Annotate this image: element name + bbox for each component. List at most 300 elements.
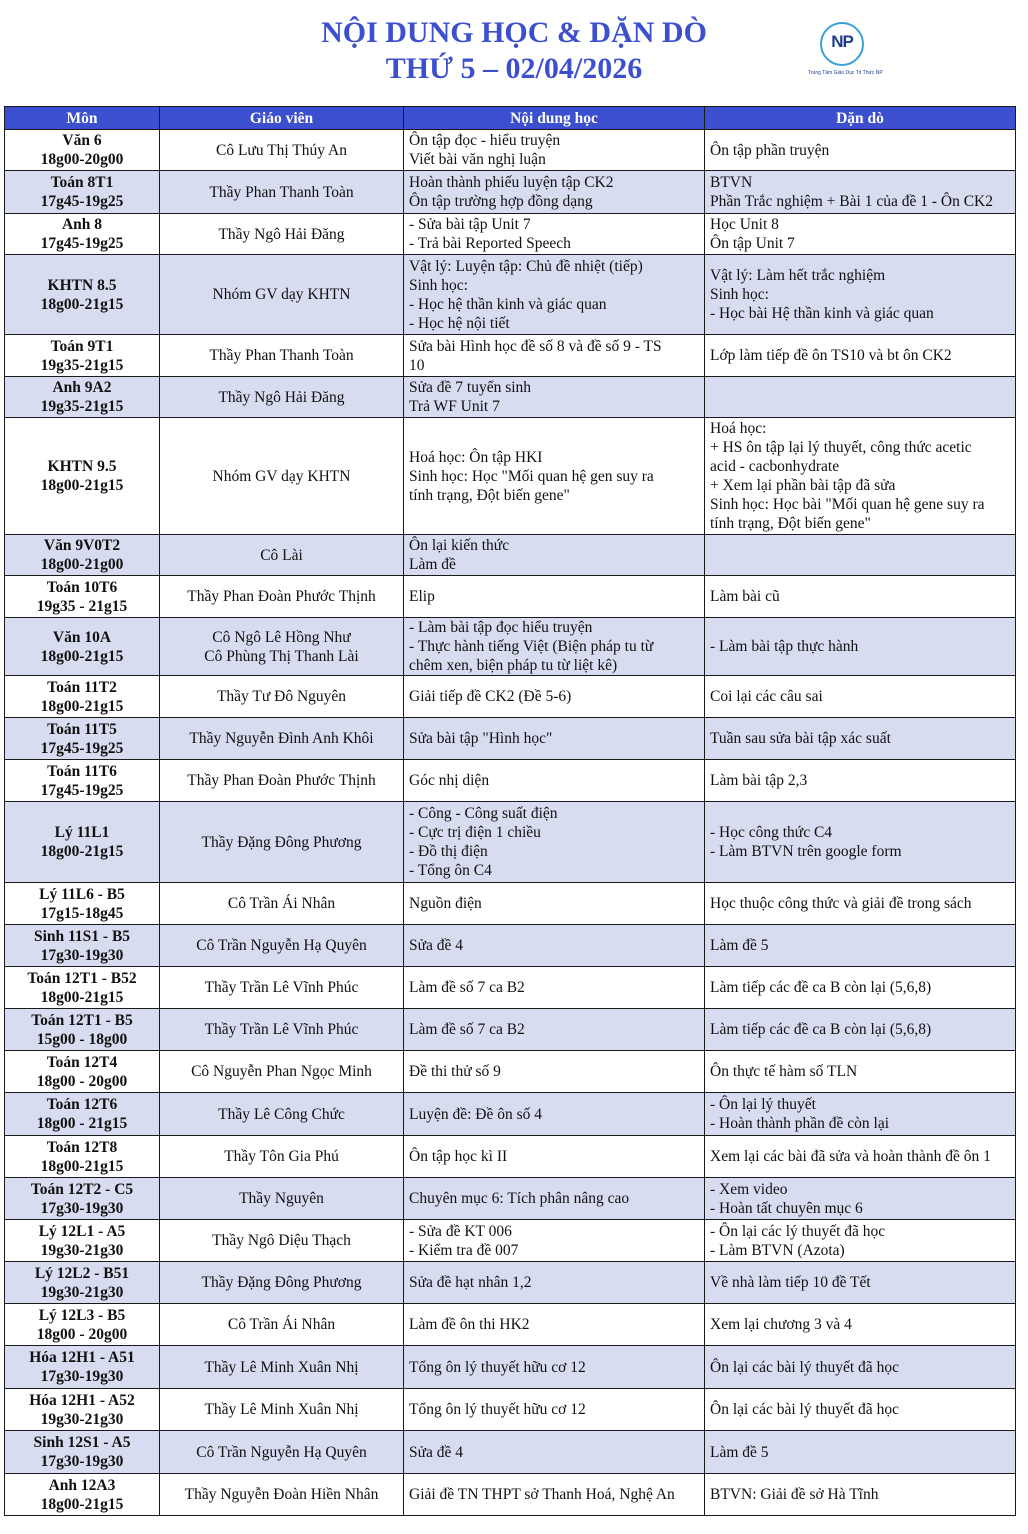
table-row xyxy=(5,1220,1016,1262)
content-cell-line: Ôn lại kiến thức xyxy=(409,537,510,554)
teacher-cell xyxy=(160,418,404,535)
content-cell xyxy=(404,130,705,171)
content-cell xyxy=(404,171,705,214)
table-row xyxy=(5,1346,1016,1389)
homework-cell xyxy=(705,883,1016,925)
teacher-cell-line: Thầy Ngô Hải Đăng xyxy=(218,388,345,406)
subject-cell-line: 18g00 - 21g15 xyxy=(36,1115,128,1132)
homework-cell xyxy=(705,967,1016,1009)
content-cell xyxy=(404,335,705,377)
content-cell xyxy=(404,1304,705,1346)
subject-cell xyxy=(5,1136,160,1178)
teacher-cell xyxy=(160,618,404,676)
subject-cell-line: Hóa 12H1 - A52 xyxy=(29,1391,135,1409)
table-row xyxy=(5,1051,1016,1093)
teacher-cell xyxy=(160,967,404,1009)
teacher-cell xyxy=(160,130,404,171)
teacher-cell-line: Thầy Phan Thanh Toàn xyxy=(209,347,354,364)
center-logo xyxy=(808,22,883,82)
content-cell-line: Giải đề TN THPT sở Thanh Hoá, Nghệ An xyxy=(409,1486,675,1503)
content-cell-line: Nguồn điện xyxy=(409,895,482,912)
subject-cell-line: 19g30-21g30 xyxy=(40,1283,124,1301)
subject-cell-line: 18g00-20g00 xyxy=(40,151,124,168)
teacher-cell-line: Thầy Lê Công Chức xyxy=(218,1105,345,1123)
homework-cell xyxy=(705,1051,1016,1093)
teacher-cell xyxy=(160,1431,404,1474)
homework-cell-line: Vật lý: Làm hết trắc nghiệm xyxy=(710,267,886,284)
subject-cell-line: Toán 12T8 xyxy=(46,1138,118,1156)
homework-cell-line: - Hoàn thành phần đề còn lại xyxy=(710,1115,890,1132)
teacher-cell-line: Thầy Lê Minh Xuân Nhị xyxy=(204,1358,359,1376)
subject-cell-line: Toán 12T1 - B5 xyxy=(31,1011,133,1029)
subject-cell xyxy=(5,925,160,967)
homework-cell-line: Làm tiếp các đề ca B còn lại (5,6,8) xyxy=(710,979,932,996)
page-title: NỘI DUNG HỌC & DẶN DÒ xyxy=(321,16,707,49)
teacher-cell-line: Cô Phùng Thị Thanh Lài xyxy=(204,647,359,665)
content-cell-line: Làm đề số 7 ca B2 xyxy=(409,1021,525,1038)
subject-cell-line: 19g35-21g15 xyxy=(40,356,124,374)
subject-cell xyxy=(5,1346,160,1389)
teacher-cell-line: Cô Lưu Thị Thúy An xyxy=(216,141,347,159)
homework-cell xyxy=(705,214,1016,255)
teacher-cell-line: Thầy Trần Lê Vĩnh Phúc xyxy=(204,979,359,996)
subject-cell-line: 17g30-19g30 xyxy=(40,1453,124,1470)
homework-cell-line: - Ôn lại các lý thuyết đã học xyxy=(710,1222,886,1240)
subject-cell-line: 17g15-18g45 xyxy=(40,904,124,922)
subject-cell-line: 17g45-19g25 xyxy=(40,235,124,252)
subject-cell-line: 18g00-21g15 xyxy=(40,1157,124,1175)
teacher-cell xyxy=(160,1304,404,1346)
homework-cell-line: - Xem video xyxy=(710,1180,788,1198)
homework-cell-line: - Làm bài tập thực hành xyxy=(710,638,859,655)
homework-cell-line: tính trạng, Đột biến gene" xyxy=(710,515,871,532)
subject-cell-line: Toán 8T1 xyxy=(50,174,114,191)
content-cell-line: Vật lý: Luyện tập: Chủ đề nhiệt (tiếp) xyxy=(409,257,643,275)
teacher-cell-line: Nhóm GV dạy KHTN xyxy=(212,286,351,303)
table-row xyxy=(5,1093,1016,1136)
table-row xyxy=(5,214,1016,255)
subject-cell-line: 18g00-21g15 xyxy=(40,988,124,1006)
table-row xyxy=(5,718,1016,760)
homework-cell-line: - Hoàn tất chuyên mục 6 xyxy=(710,1199,863,1217)
table-row xyxy=(5,377,1016,418)
subject-cell-line: Sinh 12S1 - A5 xyxy=(33,1434,131,1451)
table-row xyxy=(5,255,1016,335)
teacher-cell-line: Thầy Nguyên xyxy=(239,1190,324,1207)
homework-cell xyxy=(705,1346,1016,1389)
subject-cell-line: Toán 9T1 xyxy=(50,337,114,355)
subject-cell-line: 17g45-19g25 xyxy=(40,739,124,757)
subject-cell xyxy=(5,130,160,171)
teacher-cell xyxy=(160,1262,404,1304)
content-cell-line: Trả WF Unit 7 xyxy=(409,398,500,415)
content-cell xyxy=(404,1389,705,1431)
homework-cell xyxy=(705,1431,1016,1474)
content-cell-line: tính trạng, Đột biến gene" xyxy=(409,486,570,504)
subject-cell-line: 18g00-21g15 xyxy=(40,843,124,860)
subject-cell-line: 17g30-19g30 xyxy=(40,1199,124,1217)
content-cell xyxy=(404,418,705,535)
subject-cell xyxy=(5,214,160,255)
content-cell xyxy=(404,883,705,925)
teacher-cell-line: Thầy Ngô Hải Đăng xyxy=(218,225,345,243)
content-cell xyxy=(404,1220,705,1262)
table-row xyxy=(5,576,1016,618)
content-cell xyxy=(404,1009,705,1051)
subject-cell-line: Anh 12A3 xyxy=(48,1476,116,1494)
subject-cell xyxy=(5,1220,160,1262)
subject-cell xyxy=(5,967,160,1009)
homework-cell-line: BTVN: Giải đề sở Hà Tĩnh xyxy=(710,1486,879,1503)
content-cell-line: Sửa bài tập "Hình học" xyxy=(409,730,553,747)
subject-cell-line: KHTN 8.5 xyxy=(47,276,117,294)
content-cell xyxy=(404,1346,705,1389)
teacher-cell-line: Thầy Tư Đô Nguyên xyxy=(216,688,347,705)
homework-cell xyxy=(705,760,1016,802)
subject-cell-line: 19g35 - 21g15 xyxy=(36,597,128,615)
homework-cell-line: - Làm BTVN (Azota) xyxy=(710,1241,845,1259)
table-row xyxy=(5,802,1016,883)
content-cell xyxy=(404,214,705,255)
column-header-dan-do: Dặn dò xyxy=(705,107,1016,130)
table-row xyxy=(5,1136,1016,1178)
content-cell-line: Sinh học: Học "Mối quan hệ gen suy ra xyxy=(409,467,654,485)
content-cell xyxy=(404,802,705,883)
content-cell-line: Góc nhị diện xyxy=(409,772,490,789)
homework-cell xyxy=(705,535,1016,576)
subject-cell-line: 18g00-21g15 xyxy=(40,1495,124,1513)
teacher-cell-line: Thầy Trần Lê Vĩnh Phúc xyxy=(204,1021,359,1038)
teacher-cell-line: Thầy Phan Đoàn Phước Thịnh xyxy=(187,588,376,605)
table-header-row xyxy=(5,107,1016,130)
homework-cell xyxy=(705,1178,1016,1220)
table-row xyxy=(5,1178,1016,1220)
subject-cell xyxy=(5,171,160,214)
homework-cell-line: - Ôn lại lý thuyết xyxy=(710,1096,816,1113)
homework-cell-line: Ôn tập phần truyện xyxy=(710,141,830,159)
homework-cell-line: Tuần sau sửa bài tập xác suất xyxy=(710,730,891,747)
subject-cell-line: 17g45-19g25 xyxy=(40,781,124,799)
content-cell xyxy=(404,1474,705,1516)
homework-cell-line: acid - cacbonhydrate xyxy=(710,458,840,475)
teacher-cell xyxy=(160,1051,404,1093)
teacher-cell-line: Thầy Đặng Đông Phương xyxy=(201,1274,362,1291)
subject-cell-line: KHTN 9.5 xyxy=(47,458,117,475)
table-row xyxy=(5,535,1016,576)
homework-cell-line: Làm tiếp các đề ca B còn lại (5,6,8) xyxy=(710,1021,932,1038)
teacher-cell xyxy=(160,1009,404,1051)
homework-cell xyxy=(705,377,1016,418)
subject-cell-line: 17g30-19g30 xyxy=(40,1368,124,1385)
homework-cell-line: Về nhà làm tiếp 10 đề Tết xyxy=(710,1274,871,1291)
content-cell xyxy=(404,1136,705,1178)
subject-cell-line: 18g00 - 20g00 xyxy=(36,1072,128,1090)
page-date: THỨ 5 – 02/04/2026 xyxy=(385,52,643,85)
subject-cell-line: Anh 8 xyxy=(61,216,103,233)
teacher-cell xyxy=(160,1093,404,1136)
subject-cell xyxy=(5,676,160,718)
content-cell-line: - Công - Công suất điện xyxy=(409,805,558,822)
content-cell xyxy=(404,967,705,1009)
subject-cell-line: Toán 12T2 - C5 xyxy=(30,1180,134,1198)
table-row xyxy=(5,676,1016,718)
teacher-cell-line: Cô Trần Ái Nhân xyxy=(227,1316,336,1333)
subject-cell-line: Văn 6 xyxy=(62,132,102,149)
homework-cell xyxy=(705,1093,1016,1136)
teacher-cell-line: Cô Trần Nguyễn Hạ Quyên xyxy=(196,1443,367,1461)
content-cell xyxy=(404,618,705,676)
content-cell xyxy=(404,1262,705,1304)
teacher-cell-line: Cô Ngô Lê Hồng Như xyxy=(212,628,351,646)
content-cell xyxy=(404,1431,705,1474)
content-cell-line: Sửa đề 4 xyxy=(409,937,464,954)
table-row xyxy=(5,967,1016,1009)
column-header-giao-vien: Giáo viên xyxy=(160,107,404,130)
subject-cell-line: Toán 11T6 xyxy=(47,762,117,780)
teacher-cell-line: Thầy Nguyễn Đình Anh Khôi xyxy=(189,730,374,747)
teacher-cell xyxy=(160,1136,404,1178)
homework-cell xyxy=(705,618,1016,676)
content-cell xyxy=(404,718,705,760)
teacher-cell xyxy=(160,802,404,883)
subject-cell xyxy=(5,255,160,335)
table-row xyxy=(5,1474,1016,1516)
content-cell xyxy=(404,535,705,576)
subject-cell xyxy=(5,760,160,802)
subject-cell-line: Hóa 12H1 - A51 xyxy=(29,1349,135,1366)
content-cell-line: Sửa đề 4 xyxy=(409,1443,464,1461)
content-cell xyxy=(404,255,705,335)
content-cell-line: - Trả bài Reported Speech xyxy=(409,235,571,252)
teacher-cell xyxy=(160,925,404,967)
homework-cell-line: - Học công thức C4 xyxy=(710,824,833,841)
homework-cell xyxy=(705,802,1016,883)
homework-cell-line: Lớp làm tiếp đề ôn TS10 và bt ôn CK2 xyxy=(710,347,952,364)
table-row xyxy=(5,1389,1016,1431)
content-cell-line: - Tổng ôn C4 xyxy=(409,862,492,879)
teacher-cell xyxy=(160,1474,404,1516)
homework-cell xyxy=(705,130,1016,171)
subject-cell xyxy=(5,1262,160,1304)
homework-cell xyxy=(705,335,1016,377)
subject-cell-line: Lý 12L1 - A5 xyxy=(38,1222,126,1240)
logo-subtitle: Trung Tâm Giáo Dục Tri Thức NP xyxy=(808,70,883,76)
homework-cell xyxy=(705,1389,1016,1431)
homework-cell-line: - Làm BTVN trên google form xyxy=(710,843,902,860)
subject-cell-line: Lý 11L1 xyxy=(54,824,110,841)
homework-cell xyxy=(705,1220,1016,1262)
homework-cell-line: Học Unit 8 xyxy=(710,216,779,233)
table-row xyxy=(5,171,1016,214)
homework-cell xyxy=(705,255,1016,335)
subject-cell-line: 17g30-19g30 xyxy=(40,946,124,964)
content-cell-line: Ôn tập đọc - hiểu truyện xyxy=(409,132,561,149)
content-cell-line: Sửa bài Hình học đề số 8 và đề số 9 - TS xyxy=(409,337,662,355)
teacher-cell-line: Thầy Nguyễn Đoàn Hiền Nhân xyxy=(184,1486,379,1503)
teacher-cell xyxy=(160,255,404,335)
homework-cell-line: Làm bài tập 2,3 xyxy=(710,772,808,789)
column-header-mon: Môn xyxy=(5,107,160,130)
content-cell-line: - Học hệ nội tiết xyxy=(409,314,510,332)
homework-cell-line: - Học bài Hệ thần kinh và giác quan xyxy=(710,305,934,322)
content-cell-line: - Kiểm tra đề 007 xyxy=(409,1241,519,1259)
homework-cell xyxy=(705,1136,1016,1178)
table-row xyxy=(5,130,1016,171)
teacher-cell xyxy=(160,1346,404,1389)
table-row xyxy=(5,1009,1016,1051)
content-cell-line: Hoàn thành phiếu luyện tập CK2 xyxy=(409,174,614,191)
subject-cell-line: 19g30-21g30 xyxy=(40,1410,124,1428)
teacher-cell-line: Cô Trần Nguyễn Hạ Quyên xyxy=(196,937,367,954)
subject-cell xyxy=(5,1474,160,1516)
homework-cell xyxy=(705,1009,1016,1051)
homework-cell-line: Sinh học: Học bài "Mối quan hệ gene suy ra xyxy=(710,496,985,513)
content-cell-line: Đề thi thử số 9 xyxy=(409,1063,501,1080)
subject-cell-line: 19g35-21g15 xyxy=(40,398,124,415)
subject-cell-line: Toán 12T6 xyxy=(46,1096,118,1113)
teacher-cell xyxy=(160,535,404,576)
content-cell-line: Tổng ôn lý thuyết hữu cơ 12 xyxy=(409,1401,586,1418)
homework-cell-line: Làm đề 5 xyxy=(710,937,769,954)
subject-cell-line: 18g00-21g15 xyxy=(40,295,124,313)
page-header xyxy=(0,0,1028,100)
column-header-noi-dung: Nội dung học xyxy=(404,107,705,130)
subject-cell-line: Toán 12T1 - B52 xyxy=(27,969,137,987)
subject-cell-line: 18g00 - 20g00 xyxy=(36,1325,128,1343)
homework-cell-line: Xem lại các bài đã sửa và hoàn thành đề ôn 1 xyxy=(710,1148,991,1165)
teacher-cell-line: Thầy Tôn Gia Phú xyxy=(224,1148,339,1165)
subject-cell-line: 18g00-21g15 xyxy=(40,647,124,665)
content-cell-line: - Làm bài tập đọc hiểu truyện xyxy=(409,619,593,636)
table-row xyxy=(5,418,1016,535)
subject-cell-line: Toán 11T5 xyxy=(47,720,117,738)
subject-cell-line: 18g00-21g15 xyxy=(40,477,124,494)
content-cell-line: 10 xyxy=(409,356,425,374)
subject-cell xyxy=(5,802,160,883)
table-row xyxy=(5,1304,1016,1346)
teacher-cell xyxy=(160,214,404,255)
homework-cell xyxy=(705,418,1016,535)
content-cell xyxy=(404,1093,705,1136)
subject-cell xyxy=(5,883,160,925)
content-cell-line: Làm đề ôn thi HK2 xyxy=(409,1316,530,1333)
subject-cell xyxy=(5,1431,160,1474)
subject-cell xyxy=(5,1009,160,1051)
homework-cell-line: Ôn thực tế hàm số TLN xyxy=(710,1063,858,1080)
table-row xyxy=(5,335,1016,377)
content-cell xyxy=(404,1178,705,1220)
subject-cell-line: Lý 12L2 - B51 xyxy=(34,1264,130,1282)
teacher-cell xyxy=(160,171,404,214)
content-cell xyxy=(404,576,705,618)
homework-cell xyxy=(705,1474,1016,1516)
teacher-cell-line: Cô Nguyễn Phan Ngọc Minh xyxy=(191,1063,372,1080)
homework-cell xyxy=(705,1262,1016,1304)
content-cell xyxy=(404,377,705,418)
teacher-cell xyxy=(160,1220,404,1262)
homework-cell-line: Ôn lại các bài lý thuyết đã học xyxy=(710,1358,899,1376)
content-cell-line: Elip xyxy=(409,588,435,605)
teacher-cell xyxy=(160,676,404,718)
schedule-table xyxy=(4,106,1016,1516)
teacher-cell-line: Cô Trần Ái Nhân xyxy=(227,895,336,912)
content-cell-line: Làm đề xyxy=(409,556,456,573)
content-cell-line: - Sửa đề KT 006 xyxy=(409,1222,512,1240)
subject-cell-line: 18g00-21g15 xyxy=(40,697,124,715)
teacher-cell xyxy=(160,718,404,760)
content-cell xyxy=(404,1051,705,1093)
homework-cell-line: BTVN xyxy=(710,174,753,191)
content-cell-line: - Sửa bài tập Unit 7 xyxy=(409,216,531,233)
subject-cell-line: 15g00 - 18g00 xyxy=(36,1030,128,1048)
homework-cell-line: Làm bài cũ xyxy=(710,588,780,605)
teacher-cell xyxy=(160,883,404,925)
subject-cell-line: Văn 9V0T2 xyxy=(43,537,121,554)
table-row xyxy=(5,1262,1016,1304)
homework-cell xyxy=(705,925,1016,967)
homework-cell-line: Học thuộc công thức và giải đề trong sách xyxy=(710,895,972,912)
subject-cell xyxy=(5,418,160,535)
homework-cell-line: Phần Trắc nghiệm + Bài 1 của đề 1 - Ôn CK2 xyxy=(710,193,993,210)
table-row xyxy=(5,925,1016,967)
homework-cell-line: Sinh học: xyxy=(710,286,769,303)
teacher-cell xyxy=(160,576,404,618)
subject-cell xyxy=(5,535,160,576)
table-row xyxy=(5,883,1016,925)
content-cell-line: Luyện đề: Đề ôn số 4 xyxy=(409,1105,543,1123)
homework-cell xyxy=(705,171,1016,214)
teacher-cell-line: Thầy Phan Đoàn Phước Thịnh xyxy=(187,772,376,789)
table-row xyxy=(5,1431,1016,1474)
teacher-cell xyxy=(160,1178,404,1220)
homework-cell-line: Ôn lại các bài lý thuyết đã học xyxy=(710,1401,899,1418)
content-cell-line: Sửa đề hạt nhân 1,2 xyxy=(409,1274,532,1291)
homework-cell-line: Ôn tập Unit 7 xyxy=(710,235,795,252)
content-cell-line: - Đồ thị điện xyxy=(409,843,488,860)
logo-letters: NP xyxy=(831,32,853,51)
content-cell-line: Sinh học: xyxy=(409,276,468,294)
subject-cell xyxy=(5,718,160,760)
homework-cell xyxy=(705,1304,1016,1346)
teacher-cell xyxy=(160,760,404,802)
content-cell-line: Giải tiếp đề CK2 (Đề 5-6) xyxy=(409,688,572,705)
subject-cell-line: Toán 11T2 xyxy=(47,678,117,696)
subject-cell-line: Sinh 11S1 - B5 xyxy=(33,927,131,945)
subject-cell xyxy=(5,576,160,618)
teacher-cell-line: Thầy Đặng Đông Phương xyxy=(201,833,362,851)
table-body xyxy=(5,130,1016,1516)
homework-cell-line: Làm đề 5 xyxy=(710,1443,769,1461)
teacher-cell-line: Nhóm GV dạy KHTN xyxy=(212,467,351,485)
homework-cell-line: Hoá học: xyxy=(710,420,767,437)
table-row xyxy=(5,760,1016,802)
content-cell-line: Sửa đề 7 tuyển sinh xyxy=(409,379,532,396)
content-cell-line: chêm xen, biện pháp tu từ liệt kê) xyxy=(409,657,618,674)
content-cell-line: Hoá học: Ôn tập HKI xyxy=(409,448,543,466)
content-cell-line: Chuyên mục 6: Tích phân nâng cao xyxy=(409,1190,630,1207)
content-cell-line: - Học hệ thần kinh và giác quan xyxy=(409,295,607,313)
subject-cell xyxy=(5,1389,160,1431)
subject-cell xyxy=(5,1051,160,1093)
teacher-cell-line: Thầy Lê Minh Xuân Nhị xyxy=(204,1401,359,1418)
table-row xyxy=(5,618,1016,676)
homework-cell xyxy=(705,576,1016,618)
homework-cell xyxy=(705,718,1016,760)
homework-cell-line: + HS ôn tập lại lý thuyết, công thức acetic xyxy=(710,439,972,456)
homework-cell xyxy=(705,676,1016,718)
content-cell xyxy=(404,925,705,967)
content-cell-line: Làm đề số 7 ca B2 xyxy=(409,979,525,996)
